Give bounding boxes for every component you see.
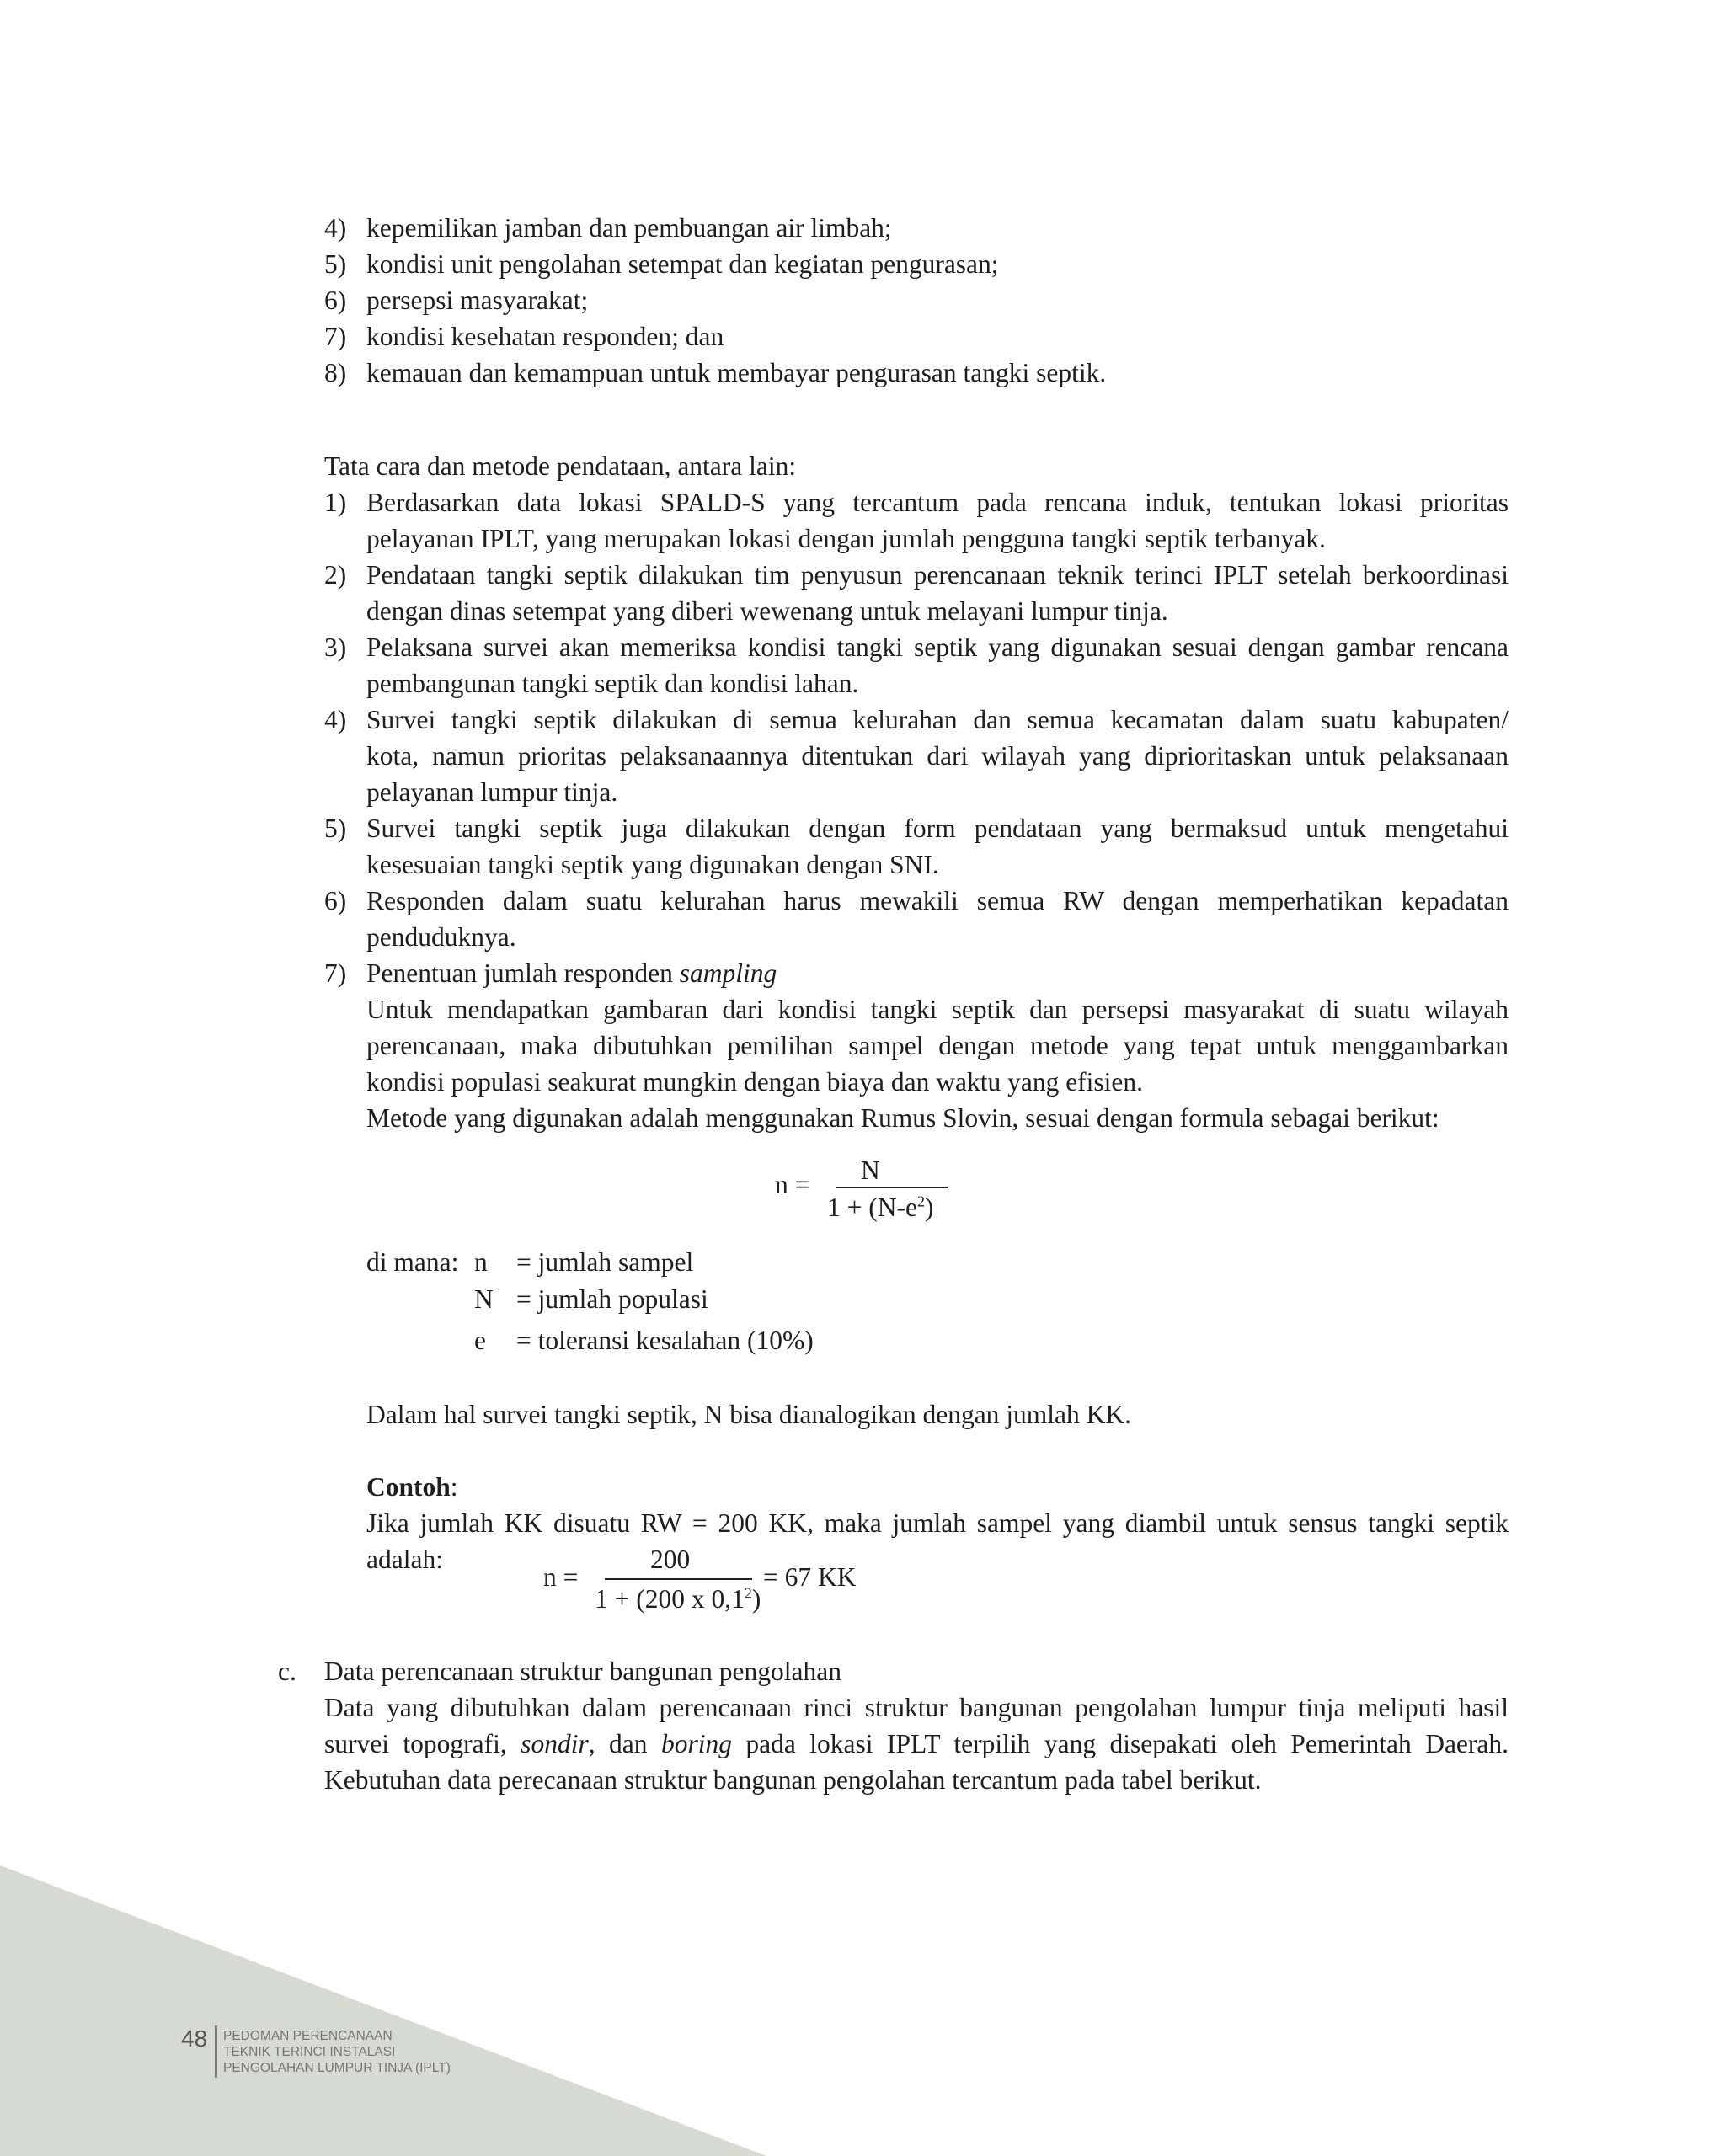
method-7-title <box>366 956 777 991</box>
method-7-paragraph-line: kondisi populasi seakurat mungkin dengan biaya dan waktu yang efisien. <box>366 1067 1144 1097</box>
method-line: Berdasarkan data lokasi SPALD-S yang tercantum pada rencana induk, tentukan lokasi prioritas <box>366 488 1509 517</box>
formula-denominator <box>827 1190 933 1225</box>
footer-title-line: TEKNIK TERINCI INSTALASI <box>223 2045 396 2059</box>
example-fraction-bar <box>605 1578 752 1580</box>
example-line: Jika jumlah KK disuatu RW = 200 KK, maka jumlah sampel yang diambil untuk sensus tangki septik <box>366 1508 1509 1538</box>
section-italic-term: sondir <box>521 1729 589 1758</box>
example-superscript: 2 <box>744 1584 752 1602</box>
example-denominator-text: 1 + (200 x 0,1 <box>595 1584 745 1614</box>
method-number: 6) <box>324 886 347 915</box>
legend-symbol: e <box>474 1326 486 1355</box>
method-number: 1) <box>324 488 347 517</box>
example-heading <box>366 1470 458 1505</box>
method-line: kesesuaian tangki septik yang digunakan dengan SNI. <box>366 850 939 879</box>
footer-title-line: PEDOMAN PERENCANAAN <box>223 2029 393 2043</box>
method-number: 3) <box>324 632 347 662</box>
list-number: 4) <box>324 213 347 243</box>
list-item: kondisi kesehatan responden; dan <box>366 322 724 351</box>
legend-lead: di mana: <box>366 1247 459 1277</box>
footer-running-title <box>223 2028 451 2076</box>
method-number: 4) <box>324 705 347 734</box>
method-line: kota, namun prioritas pelaksanaannya ditentukan dari wilayah yang diprioritaskan untuk pelaksanaan <box>366 741 1509 771</box>
formula-superscript: 2 <box>916 1193 925 1210</box>
legend-symbol: N <box>474 1284 494 1314</box>
formula-fraction-bar <box>836 1187 948 1188</box>
formula-numerator: N <box>861 1155 880 1185</box>
example-label: Contoh <box>366 1472 451 1502</box>
method-number: 5) <box>324 814 347 843</box>
method-number: 7) <box>324 958 347 988</box>
formula-denominator-close: ) <box>924 1193 934 1222</box>
example-colon: : <box>450 1472 458 1502</box>
method-7-paragraph-line: Untuk mendapatkan gambaran dari kondisi tangki septik dan persepsi masyarakat di suatu wilayah <box>366 995 1509 1024</box>
list-item: persepsi masyarakat; <box>366 286 589 315</box>
section-line <box>324 1726 1509 1762</box>
example-formula-lhs: n = <box>543 1562 579 1592</box>
section-title: Data perencanaan struktur bangunan pengolahan <box>324 1657 841 1686</box>
analogy-text: Dalam hal survei tangki septik, N bisa dianalogikan dengan jumlah KK. <box>366 1400 1132 1429</box>
list-number: 7) <box>324 322 347 351</box>
footer-title-line: PENGOLAHAN LUMPUR TINJA (IPLT) <box>223 2061 451 2075</box>
example-formula-numerator: 200 <box>650 1545 691 1574</box>
list-number: 6) <box>324 286 347 315</box>
section-line: Data yang dibutuhkan dalam perencanaan rinci struktur bangunan pengolahan lumpur tinja meliputi hasil <box>324 1693 1509 1722</box>
method-line: pelayanan IPLT, yang merupakan lokasi dengan jumlah pengguna tangki septik terbanyak. <box>366 524 1326 553</box>
list-number: 5) <box>324 249 347 279</box>
legend-definition: = toleransi kesalahan (10%) <box>516 1326 814 1355</box>
method-7-paragraph-line: perencanaan, maka dibutuhkan pemilihan sampel dengan metode yang tepat untuk menggambarkan <box>366 1031 1509 1060</box>
section-line: Kebutuhan data perecanaan struktur bangunan pengolahan tercantum pada tabel berikut. <box>324 1765 1262 1795</box>
legend-definition: = jumlah populasi <box>516 1284 708 1314</box>
page-number: 48 <box>181 2025 208 2052</box>
example-formula-denominator <box>595 1582 761 1617</box>
example-result: = 67 KK <box>763 1562 857 1592</box>
intro-text: Tata cara dan metode pendataan, antara lain: <box>324 451 797 481</box>
method-line: pembangunan tangki septik dan kondisi lahan. <box>366 669 859 698</box>
method-line: Metode yang digunakan adalah menggunakan Rumus Slovin, sesuai dengan formula sebagai berikut: <box>366 1103 1439 1133</box>
list-item: kepemilikan jamban dan pembuangan air limbah; <box>366 213 892 243</box>
formula-lhs: n = <box>775 1170 810 1199</box>
list-item: kondisi unit pengolahan setempat dan kegiatan pengurasan; <box>366 249 999 279</box>
example-denominator-close: ) <box>751 1584 761 1614</box>
section-line-text: survei topografi, <box>324 1729 521 1758</box>
section-letter: c. <box>278 1657 296 1686</box>
method-line: Responden dalam suatu kelurahan harus mewakili semua RW dengan memperhatikan kepadatan <box>366 886 1509 915</box>
legend-symbol: n <box>474 1247 488 1277</box>
method-7-title-text: Penentuan jumlah responden <box>366 958 680 988</box>
section-line-text: pada lokasi IPLT terpilih yang disepakati oleh Pemerintah Daerah. <box>731 1729 1509 1758</box>
list-item: kemauan dan kemampuan untuk membayar pengurasan tangki septik. <box>366 358 1107 387</box>
method-line: pelayanan lumpur tinja. <box>366 777 618 807</box>
method-line: Pendataan tangki septik dilakukan tim penyusun perencanaan teknik terinci IPLT setelah berkoordinasi <box>366 560 1509 590</box>
method-line: Survei tangki septik juga dilakukan dengan form pendataan yang bermaksud untuk mengetahui <box>366 814 1509 843</box>
method-7-title-italic: sampling <box>679 958 777 988</box>
example-line: adalah: <box>366 1545 443 1574</box>
method-line: Pelaksana survei akan memeriksa kondisi tangki septik yang digunakan sesuai dengan gambar rencana <box>366 632 1509 662</box>
legend-definition: = jumlah sampel <box>516 1247 694 1277</box>
formula-denominator-text: 1 + (N-e <box>827 1193 917 1222</box>
footer-divider <box>215 2025 217 2078</box>
section-line-text: , dan <box>588 1729 661 1758</box>
method-line: dengan dinas setempat yang diberi wewenang untuk melayani lumpur tinja. <box>366 596 1168 626</box>
method-number: 2) <box>324 560 347 590</box>
list-number: 8) <box>324 358 347 387</box>
section-italic-term: boring <box>660 1729 732 1758</box>
method-line: Survei tangki septik dilakukan di semua kelurahan dan semua kecamatan dalam suatu kabupaten/ <box>366 705 1509 734</box>
method-line: penduduknya. <box>366 922 516 952</box>
